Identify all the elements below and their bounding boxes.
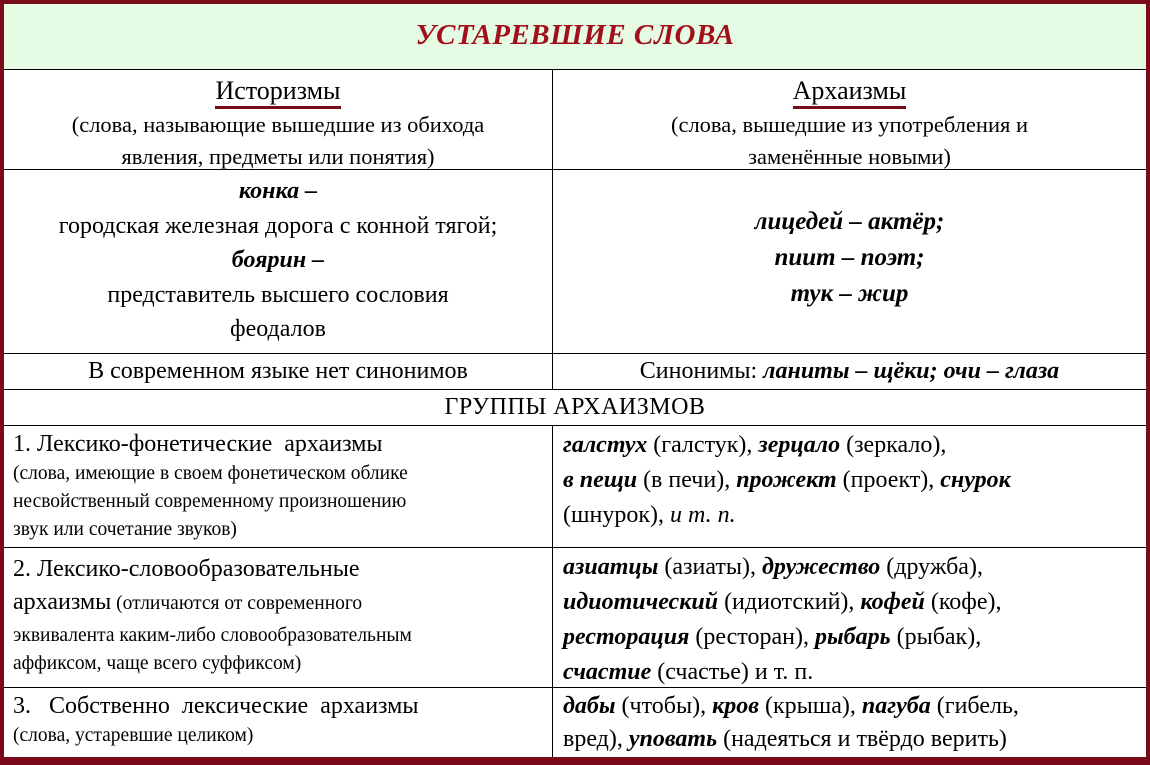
historisms-header-cell <box>4 70 553 169</box>
synonyms-examples: ланиты – щёки; очи – глаза <box>763 358 1060 384</box>
archaic-word: кофей <box>860 589 925 615</box>
archaic-word: прожект <box>736 467 837 493</box>
archaism-pair: пиит – поэт; <box>774 244 925 271</box>
archaisms-synonyms-cell <box>553 354 1146 389</box>
modern-word: вред), <box>563 726 629 752</box>
archaic-word: дружество <box>762 554 881 580</box>
group-row <box>4 547 1146 687</box>
archaisms-description-line: заменённые новыми) <box>748 144 951 169</box>
group-description-line: звук или сочетание звуков) <box>13 519 237 540</box>
historisms-examples-cell <box>4 170 553 353</box>
synonyms-row <box>4 353 1146 389</box>
group-name: архаизмы <box>13 589 112 615</box>
group-description-line: (слова, устаревшие целиком) <box>13 725 254 746</box>
group-name: 1. Лексико-фонетические архаизмы <box>13 431 383 457</box>
group-description-cell <box>4 688 553 757</box>
modern-word: (чтобы), <box>615 693 713 719</box>
group-examples-cell <box>553 688 1146 757</box>
modern-word: (надеяться и твёрдо верить) <box>717 726 1007 752</box>
groups-header-row <box>4 389 1146 425</box>
archaic-word: зерцало <box>758 432 841 458</box>
modern-word: (крыша), <box>759 693 862 719</box>
historisms-description-line: явления, предметы или понятия) <box>121 144 435 169</box>
modern-word: (рыбак), <box>890 624 982 650</box>
modern-word: (гибель, <box>930 693 1019 719</box>
archaic-word: в пещи <box>563 467 638 493</box>
archaic-word: идиотический <box>563 589 719 615</box>
modern-word: (идиотский), <box>718 589 861 615</box>
group-description-cell <box>4 426 553 547</box>
group-description-cell <box>4 548 553 687</box>
column-header-row <box>4 69 1146 169</box>
modern-word: (проект), <box>836 467 941 493</box>
group-description-line: несвойственный современному произношению <box>13 491 407 512</box>
historisms-description-line: (слова, называющие вышедшие из обихода <box>71 112 485 137</box>
etc-text: и т. п. <box>669 502 736 528</box>
group-row <box>4 687 1146 757</box>
modern-word: (азиаты), <box>658 554 762 580</box>
archaisms-examples-cell <box>553 170 1146 353</box>
archaic-word: пагуба <box>861 693 931 719</box>
historism-term: боярин – <box>231 247 325 273</box>
group-examples-cell <box>553 548 1146 687</box>
modern-word: (галстук), <box>647 432 759 458</box>
historism-definition: городская железная дорога с конной тягой; <box>58 212 498 239</box>
historism-definition: феодалов <box>230 316 326 342</box>
historisms-synonyms-cell: В современном языке нет синонимов <box>4 354 553 389</box>
modern-word: (в печи), <box>637 467 737 493</box>
archaic-word: снурок <box>940 467 1011 493</box>
archaic-word: уповать <box>628 726 718 752</box>
modern-word: (кофе), <box>924 589 1002 615</box>
examples-row <box>4 169 1146 353</box>
modern-word: (счастье) и т. п. <box>651 659 814 685</box>
historisms-title: Историзмы <box>215 77 340 109</box>
archaic-word: дабы <box>563 693 616 719</box>
archaisms-title: Архаизмы <box>793 77 907 109</box>
obsolete-words-table <box>4 4 1146 757</box>
archaic-word: ресторация <box>563 624 690 650</box>
group-name: 2. Лексико-словообразовательные <box>13 556 360 582</box>
archaism-pair: лицедей – актёр; <box>754 208 945 235</box>
historism-term: конка – <box>238 178 318 204</box>
group-description-line: (отличаются от современного <box>111 593 363 614</box>
group-row <box>4 425 1146 547</box>
title-row <box>4 4 1146 69</box>
modern-word: (зеркало), <box>840 432 947 458</box>
group-examples-cell <box>553 426 1146 547</box>
modern-word: (дружба), <box>880 554 983 580</box>
groups-header: ГРУППЫ АРХАИЗМОВ <box>444 394 706 420</box>
archaic-word: галстух <box>563 432 648 458</box>
group-description-line: эквивалента каким-либо словообразовательным <box>13 625 412 646</box>
archaisms-header-cell <box>553 70 1146 169</box>
archaisms-description-line: (слова, вышедшие из употребления и <box>670 112 1029 137</box>
modern-word: (ресторан), <box>689 624 815 650</box>
table-title: УСТАРЕВШИЕ СЛОВА <box>415 19 735 51</box>
archaic-word: счастие <box>563 659 652 685</box>
group-description-line: аффиксом, чаще всего суффиксом) <box>13 653 302 674</box>
historism-definition: представитель высшего сословия <box>107 281 449 308</box>
archaic-word: рыбарь <box>814 624 891 650</box>
synonyms-label: Синонимы: <box>639 358 764 384</box>
archaic-word: кров <box>712 693 759 719</box>
modern-word: (шнурок), <box>563 502 670 528</box>
group-description-line: (слова, имеющие в своем фонетическом облике <box>13 463 408 484</box>
group-name: 3. Собственно лексические архаизмы <box>13 693 419 719</box>
archaism-pair: тук – жир <box>790 280 909 307</box>
archaic-word: азиатцы <box>563 554 659 580</box>
